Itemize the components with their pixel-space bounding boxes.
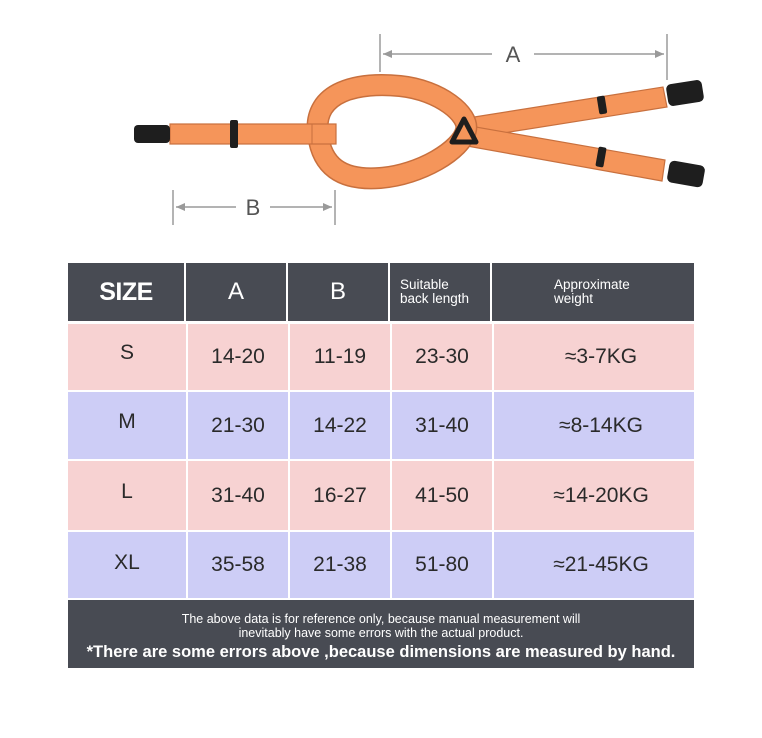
suspender-diagram [0,0,762,240]
table-row-xl [68,532,694,598]
cell-weight: ≈14-20KG [492,461,694,530]
dimension-a [380,34,667,80]
cell-b: 16-27 [288,461,390,530]
cell-back-length: 23-30 [390,324,492,390]
cell-b: 21-38 [288,532,390,598]
strap-loop [317,85,466,178]
header-weight [492,263,694,321]
disclaimer-line-1: The above data is for reference only, because manual measurement will [181,612,581,626]
cell-weight: ≈3-7KG [492,324,694,390]
cell-a: 21-30 [186,392,288,459]
cell-size: S [119,341,134,364]
header-a: A [186,263,288,321]
cell-a: 14-20 [186,324,288,390]
header-b: B [288,263,390,321]
size-chart-table [68,263,694,668]
header-size: SIZE [68,263,186,321]
header-weight-line2: weight [554,291,594,306]
table-row-m [68,392,694,459]
table-row-l [68,461,694,530]
dimension-a-label: A [505,42,521,67]
disclaimer-bold: *There are some errors above ,because dimensions are measured by hand. [86,643,676,661]
lower-right-strap [467,126,706,188]
cell-size: L [121,479,133,503]
cell-size: M [118,409,136,433]
cell-back-length: 41-50 [390,461,492,530]
left-strap [134,120,336,148]
disclaimer-box [68,600,694,668]
cell-a: 31-40 [186,461,288,530]
header-back-length [390,263,492,321]
header-weight-line1: Approximate [554,277,630,292]
cell-a: 35-58 [186,532,288,598]
table-row-s [68,324,694,390]
cell-b: 11-19 [288,324,390,390]
cell-back-length: 51-80 [390,532,492,598]
dimension-b [173,190,335,225]
cell-weight: ≈21-45KG [492,532,694,598]
cell-size: XL [114,551,140,574]
cell-b: 14-22 [288,392,390,459]
upper-right-strap [468,79,704,138]
disclaimer-line-2: inevitably have some errors with the actual product. [238,626,524,640]
header-back-length-line1: Suitable [400,277,449,292]
dimension-b-label: B [245,195,261,220]
header-back-length-line2: back length [400,291,470,306]
cell-back-length: 31-40 [390,392,492,459]
cell-weight: ≈8-14KG [492,392,694,459]
table-header-row [68,263,694,321]
